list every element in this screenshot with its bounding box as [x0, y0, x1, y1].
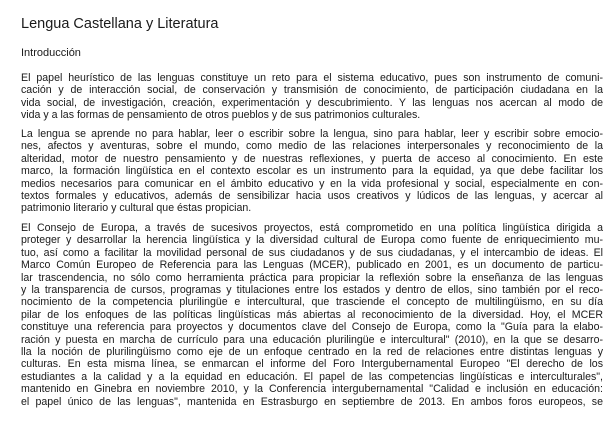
paragraph-line: patrimonio literario y cultural que éstas propician. [21, 202, 252, 215]
paragraph-line: El Consejo de Europa, a través de sucesivos proyectos, está comprometido en una política lingüística dirigida a [21, 222, 603, 234]
paragraph-line: proteger y desarrollar la herencia lingüística y la diversidad cultural de Europa como fuente de enriquecimiento mu- [21, 234, 603, 247]
paragraph-line: constituye una referencia para proyectos y documentos clave del Consejo de Europa, como la "Guía para la elabo- [21, 321, 603, 334]
paragraph-line: lar trascendencia, no sólo como herramienta práctica para propiciar la reflexión sobre la enseñanza de las lenguas [21, 271, 603, 284]
document-title: Lengua Castellana y Literatura [21, 16, 219, 32]
paragraph-line: medios necesarios para comunicar en el ámbito educativo y en la vida profesional y social, especialmente en con- [21, 177, 603, 190]
paragraph-line: y la transparencia de cursos, programas y titulaciones entre los estados y dentro de ellos, sino también por el reco- [21, 284, 603, 297]
paragraph-line: La lengua se aprende no para hablar, leer o escribir sobre la lengua, sino para hablar, leer y escribir sobre emocio- [21, 128, 603, 140]
paragraph-line: marco, la formación lingüística en el contexto escolar es un instrumento para la equidad, ya que debe facilitar los [21, 165, 603, 178]
paragraph-line: El papel heurístico de las lenguas constituye un reto para el sistema educativo, pues son instrumento de comuni- [21, 72, 603, 84]
paragraph-line: textos formales y educativos, además de sensibilizar hacia usos creativos y lúdicos de las lenguas, y acercar al [21, 190, 603, 203]
paragraph-line: lla la noción de plurilingüismo como eje de un enfoque centrado en la red de relaciones entre distintas lenguas y [21, 346, 603, 359]
paragraph-line: vida y a las formas de pensamiento de otros pueblos y de sus patrimonios culturales. [21, 109, 421, 122]
paragraph-line: cación y de interacción social, de conservación y transmisión de conocimiento, de participación ciudadana en la [21, 84, 603, 97]
paragraph-line: nocimiento de la competencia plurilingüe e intercultural, que trasciende el concepto de multilingüismo, en su día [21, 296, 603, 309]
paragraph-line: nes, afectos y aventuras, sobre el mundo, como medio de las relaciones interpersonales y reconocimiento de la [21, 140, 603, 153]
paragraph-line: el papel único de las lenguas", mantenida en Estrasburgo en septiembre de 2013. En ambos foros europeos, se [21, 395, 603, 408]
paragraph-line: alteridad, motor de nuestro pensamiento y de nuestras reflexiones, y puerta de acceso al conocimiento. En este [21, 152, 603, 165]
paragraph-line: ración y puesta en marcha de currículo para una educación plurilingüe e intercultural" (2010), en la que se desarro- [21, 333, 603, 346]
paragraph-line: mantenido en Ginebra en noviembre 2010, y la Conferencia intergubernamental "Calidad e inclusión en educación: [21, 383, 603, 396]
paragraph-line: pilar de los enfoques de las políticas lingüísticas más abiertas al reconocimiento de la diversidad. Hoy, el MCER [21, 308, 603, 321]
section-heading: Introducción [21, 47, 81, 59]
paragraph-1 [21, 72, 603, 122]
paragraph-line: tuo, así como a facilitar la movilidad personal de sus ciudadanos y de sus ciudadanas, y el intercambio de ideas. El [21, 246, 603, 259]
paragraph-line: culturas. En esta misma línea, se enmarcan el informe del Foro Intergubernamental Europeo "El derecho de los [21, 358, 603, 371]
paragraph-line: vida social, de investigación, creación, experimentación y descubrimiento. Y las lenguas nos acercan al modo de [21, 96, 603, 109]
paragraph-3 [21, 222, 603, 408]
paragraph-2 [21, 128, 603, 215]
paragraph-line: Marco Común Europeo de Referencia para las Lenguas (MCER), publicado en 2001, es un documento de particu- [21, 259, 603, 272]
paragraph-line: estudiantes a la calidad y a la equidad en educación. El papel de las competencias lingüísticas e interculturales", [21, 370, 603, 383]
